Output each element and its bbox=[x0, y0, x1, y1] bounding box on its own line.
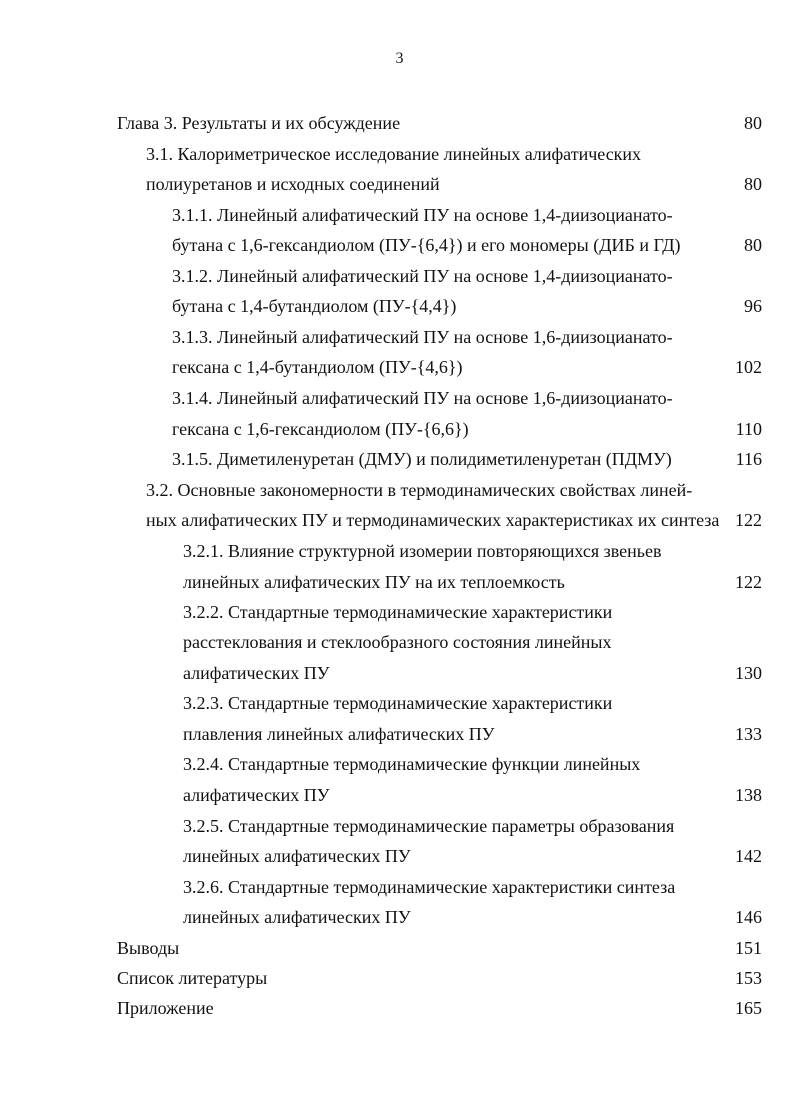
toc-entry-line: линейных алифатических ПУ bbox=[183, 846, 411, 866]
page-number: 3 bbox=[395, 50, 404, 67]
toc-entry-line: линейных алифатических ПУ на их теплоемкость bbox=[183, 572, 565, 592]
toc-page-number: 122 bbox=[735, 572, 762, 592]
toc-page-number: 102 bbox=[735, 357, 762, 377]
toc-entry-line: 3.2.4. Стандартные термодинамические функции линейных bbox=[183, 754, 641, 774]
toc-entry-line: 3.1.1. Линейный алифатический ПУ на основе 1,4-диизоцианато- bbox=[172, 205, 673, 225]
toc-entry-line: бутана с 1,6-гександиолом (ПУ-{6,4}) и его мономеры (ДИБ и ГД) bbox=[172, 235, 681, 255]
toc-entry-line: Приложение bbox=[117, 998, 214, 1018]
toc-entry-line: 3.1. Калориметрическое исследование линейных алифатических bbox=[146, 144, 642, 164]
toc-entry-line: 3.2. Основные закономерности в термодинамических свойствах линей- bbox=[146, 480, 693, 500]
toc-page-number: 138 bbox=[735, 785, 762, 805]
toc-page-number: 80 bbox=[744, 235, 762, 255]
toc-page-number: 80 bbox=[744, 113, 762, 133]
toc-entry-line: алифатических ПУ bbox=[183, 663, 330, 683]
toc-page-number: 96 bbox=[744, 296, 762, 316]
toc-page-number: 116 bbox=[735, 449, 762, 469]
toc-entry-line: 3.2.5. Стандартные термодинамические параметры образования bbox=[183, 816, 675, 836]
toc-entry-line: 3.1.4. Линейный алифатический ПУ на основе 1,6-диизоцианато- bbox=[172, 388, 673, 408]
toc-page-number: 110 bbox=[735, 419, 762, 439]
toc-entry-line: 3.2.2. Стандартные термодинамические характеристики bbox=[183, 602, 613, 622]
toc-entry-line: полиуретанов и исходных соединений bbox=[146, 174, 440, 194]
toc-page-number: 146 bbox=[735, 907, 762, 927]
toc-page-number: 122 bbox=[735, 510, 762, 530]
toc-entry-line: Список литературы bbox=[117, 968, 268, 988]
toc-entry-line: Выводы bbox=[117, 938, 180, 958]
toc-entry-line: 3.1.2. Линейный алифатический ПУ на основе 1,4-диизоцианато- bbox=[172, 266, 673, 286]
toc-entry-line: алифатических ПУ bbox=[183, 785, 330, 805]
toc-entry-line: Глава 3. Результаты и их обсуждение bbox=[117, 113, 401, 133]
toc-entry-line: ных алифатических ПУ и термодинамических характеристиках их синтеза bbox=[146, 510, 720, 530]
toc-entry-line: гексана с 1,4-бутандиолом (ПУ-{4,6}) bbox=[172, 357, 463, 377]
toc-page-number: 80 bbox=[744, 174, 762, 194]
toc-page-number: 165 bbox=[735, 998, 762, 1018]
toc-entry-line: 3.1.5. Диметиленуретан (ДМУ) и полидиметиленуретан (ПДМУ) bbox=[172, 449, 672, 469]
toc-entry-line: бутана с 1,4-бутандиолом (ПУ-{4,4}) bbox=[172, 296, 457, 316]
toc-entry-line: 3.2.3. Стандартные термодинамические характеристики bbox=[183, 693, 613, 713]
toc-entry-line: расстеклования и стеклообразного состояния линейных bbox=[183, 632, 612, 652]
toc-page-number: 153 bbox=[735, 968, 762, 988]
toc-entry-line: линейных алифатических ПУ bbox=[183, 907, 411, 927]
toc-page-number: 142 bbox=[735, 846, 762, 866]
toc-entry-line: плавления линейных алифатических ПУ bbox=[183, 724, 495, 744]
toc-entry-line: 3.2.6. Стандартные термодинамические характеристики синтеза bbox=[183, 877, 676, 897]
toc-entry-line: 3.1.3. Линейный алифатический ПУ на основе 1,6-диизоцианато- bbox=[172, 327, 673, 347]
toc-entry-line: 3.2.1. Влияние структурной изомерии повторяющихся звеньев bbox=[183, 541, 662, 561]
toc-page-number: 151 bbox=[735, 938, 762, 958]
toc-page-number: 130 bbox=[735, 663, 762, 683]
toc-entry-line: гексана с 1,6-гександиолом (ПУ-{6,6}) bbox=[172, 419, 469, 439]
toc-page-number: 133 bbox=[735, 724, 762, 744]
